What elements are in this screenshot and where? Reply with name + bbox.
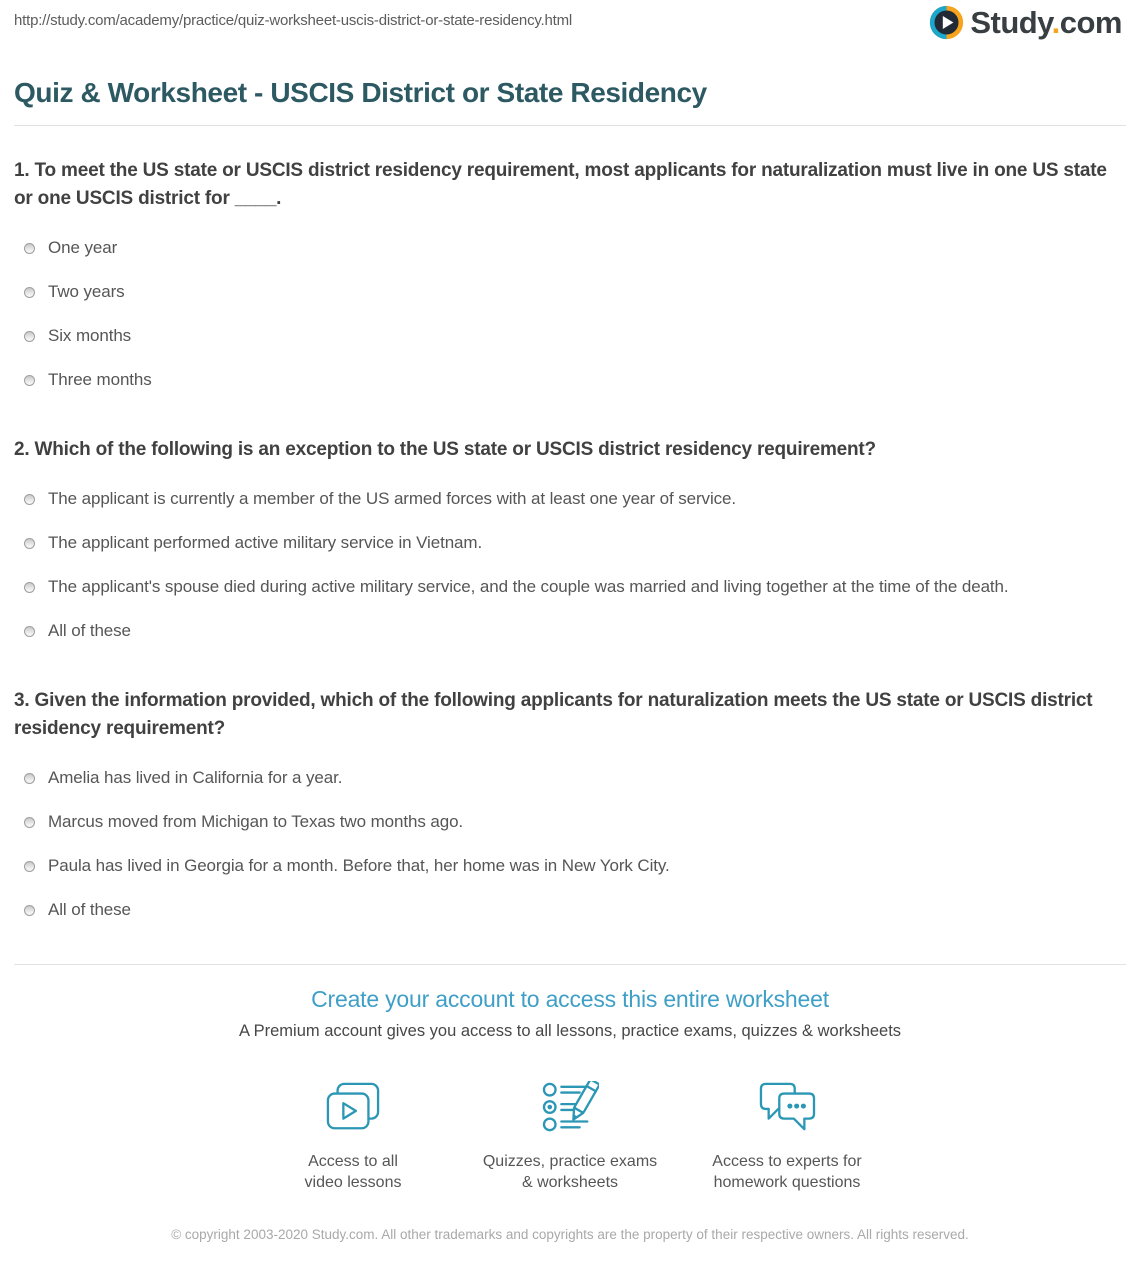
question-3-heading — [14, 687, 1122, 743]
logo-brand: Study — [970, 5, 1052, 40]
quiz-questions — [14, 157, 1126, 920]
answer-option[interactable] — [14, 768, 1126, 788]
feature-caption-line2: homework questions — [713, 1174, 861, 1191]
question-text: To meet the US state or USCIS district residency requirement, most applicants for naturalization must live in one US state or one USCIS district for ____. — [14, 160, 1107, 209]
feature-caption-line1: Access to all — [308, 1153, 398, 1170]
features-row — [14, 1081, 1126, 1193]
option-label: The applicant's spouse died during active military service, and the couple was married and living together at the time of the death. — [48, 577, 1009, 596]
logo-dot: . — [1051, 5, 1060, 40]
radio-button[interactable] — [24, 582, 35, 593]
answer-option[interactable] — [14, 489, 1126, 509]
cta-subheading: A Premium account gives you access to all lessons, practice exams, quizzes & worksheets — [238, 1022, 902, 1040]
option-label: Three months — [48, 370, 152, 389]
radio-button[interactable] — [24, 375, 35, 386]
logo-tld: com — [1059, 5, 1122, 40]
radio-button[interactable] — [24, 331, 35, 342]
option-label: Paula has lived in Georgia for a month. Before that, her home was in New York City. — [48, 856, 670, 875]
answer-option[interactable] — [14, 577, 1126, 597]
radio-button[interactable] — [24, 905, 35, 916]
feature-caption — [679, 1151, 896, 1193]
answer-option[interactable] — [14, 282, 1126, 302]
feature-caption-line2: video lessons — [304, 1174, 402, 1191]
radio-button[interactable] — [24, 287, 35, 298]
cta-section — [14, 965, 1126, 1193]
option-label: One year — [48, 238, 118, 257]
radio-button[interactable] — [24, 494, 35, 505]
option-label: The applicant performed active military service in Vietnam. — [48, 533, 483, 552]
radio-button[interactable] — [24, 861, 35, 872]
radio-button[interactable] — [24, 243, 35, 254]
feature-caption-line2: & worksheets — [521, 1174, 619, 1191]
feature-caption-line1: Quizzes, practice exams — [482, 1153, 658, 1170]
option-label: Marcus moved from Michigan to Texas two months ago. — [48, 812, 464, 831]
answer-option[interactable] — [14, 533, 1126, 553]
answer-option[interactable] — [14, 856, 1126, 876]
page-footer — [14, 1226, 1126, 1244]
play-circle-icon — [928, 4, 965, 41]
quizzes-worksheets-icon — [541, 1081, 599, 1135]
question-number: 3. — [14, 690, 30, 711]
question-1-heading — [14, 157, 1122, 213]
option-label: All of these — [48, 621, 131, 640]
answer-option[interactable] — [14, 900, 1126, 920]
chat-experts-icon — [758, 1081, 816, 1135]
question-2 — [14, 436, 1126, 641]
option-label: Six months — [48, 326, 132, 345]
question-2-heading — [14, 436, 1122, 464]
question-text: Which of the following is an exception to the US state or USCIS district residency requirement? — [34, 439, 876, 460]
answer-option[interactable] — [14, 326, 1126, 346]
option-label: Two years — [48, 282, 125, 301]
question-number: 1. — [14, 160, 30, 181]
radio-button[interactable] — [24, 773, 35, 784]
feature-video-lessons — [245, 1081, 462, 1193]
question-1 — [14, 157, 1126, 390]
question-number: 2. — [14, 439, 30, 460]
question-3 — [14, 687, 1126, 920]
option-label: Amelia has lived in California for a year. — [48, 768, 343, 787]
create-account-link[interactable]: Create your account to access this entire worksheet — [311, 986, 829, 1012]
radio-button[interactable] — [24, 817, 35, 828]
option-label: All of these — [48, 900, 131, 919]
answer-option[interactable] — [14, 238, 1126, 258]
question-text: Given the information provided, which of the following applicants for naturalization meets the US state or USCIS district residency requirement? — [14, 690, 1093, 739]
feature-expert-chat — [679, 1081, 896, 1193]
radio-button[interactable] — [24, 538, 35, 549]
studycom-logo[interactable] — [928, 4, 1122, 41]
page-url: http://study.com/academy/practice/quiz-worksheet-uscis-district-or-state-residency.html — [14, 12, 573, 29]
feature-caption — [245, 1151, 462, 1193]
answer-option[interactable] — [14, 812, 1126, 832]
feature-caption — [462, 1151, 679, 1193]
logo-text — [970, 4, 1122, 41]
answer-option[interactable] — [14, 621, 1126, 641]
option-label: The applicant is currently a member of the US armed forces with at least one year of service. — [48, 489, 737, 508]
topbar — [14, 0, 1126, 58]
video-lessons-icon — [324, 1081, 382, 1135]
copyright-text: © copyright 2003-2020 Study.com. All other trademarks and copyrights are the property of their respective owners. All rights reserved. — [171, 1227, 969, 1242]
radio-button[interactable] — [24, 626, 35, 637]
feature-quizzes-worksheets — [462, 1081, 679, 1193]
divider — [14, 125, 1126, 126]
answer-option[interactable] — [14, 370, 1126, 390]
page-title: Quiz & Worksheet - USCIS District or State Residency — [14, 77, 707, 108]
feature-caption-line1: Access to experts for — [712, 1153, 862, 1170]
